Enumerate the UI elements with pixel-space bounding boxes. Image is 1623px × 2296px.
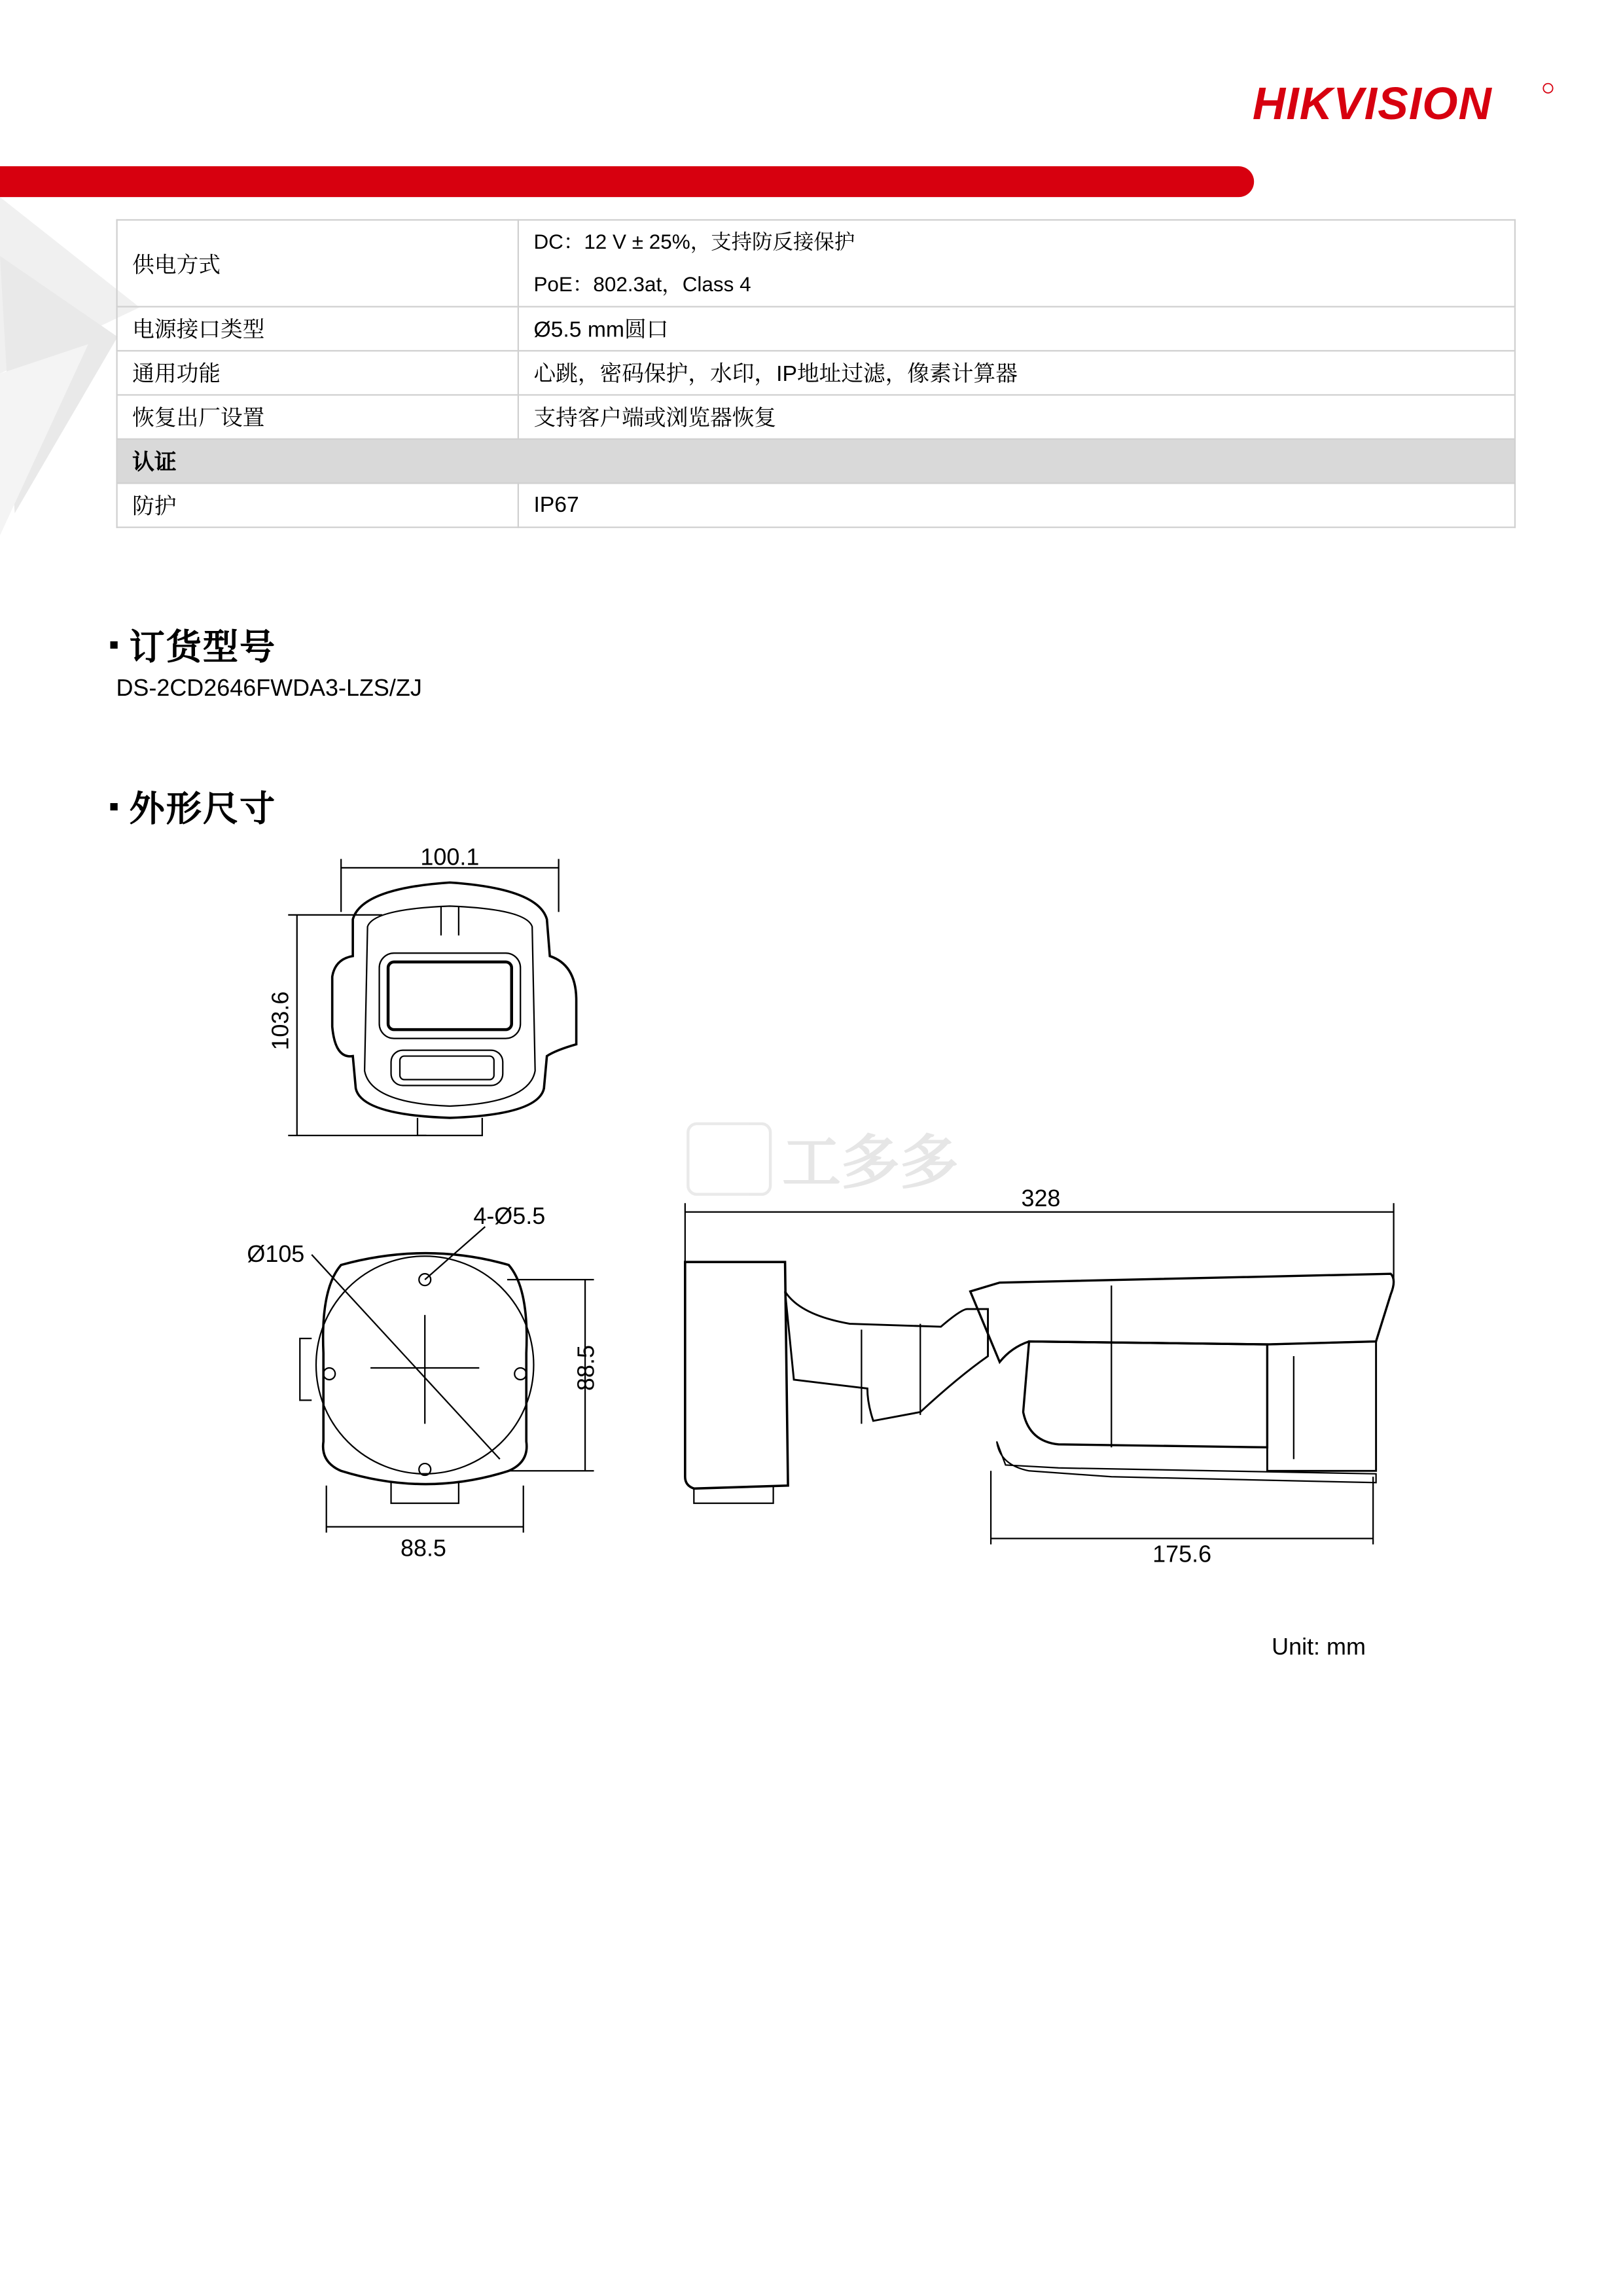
base-height-label: 88.5 bbox=[572, 1345, 599, 1391]
watermark-logo bbox=[688, 1124, 958, 1196]
base-diameter-label: Ø105 bbox=[247, 1240, 305, 1268]
spec-value: 心跳，密码保护，水印，IP地址过滤，像素计算器 bbox=[518, 351, 1515, 395]
table-row bbox=[117, 483, 1515, 527]
watermark-text: 工多多 bbox=[782, 1130, 959, 1196]
spec-value-line: DC：12 V ± 25%，支持防反接保护 bbox=[533, 229, 855, 253]
spec-value: Ø5.5 mm圆口 bbox=[518, 307, 1515, 351]
spec-value: 支持客户端或浏览器恢复 bbox=[518, 395, 1515, 439]
front-view-drawing bbox=[288, 859, 576, 1135]
spec-value-line: PoE：802.3at，Class 4 bbox=[533, 272, 751, 296]
side-view-drawing bbox=[685, 1203, 1394, 1544]
table-row bbox=[117, 351, 1515, 395]
table-row bbox=[117, 395, 1515, 439]
body-length-label: 175.6 bbox=[1152, 1540, 1212, 1568]
spec-value: IP67 bbox=[518, 483, 1515, 527]
unit-label: Unit: mm bbox=[1272, 1635, 1366, 1661]
spec-label: 通用功能 bbox=[117, 351, 518, 395]
spec-value bbox=[518, 220, 1515, 307]
front-height-label: 103.6 bbox=[266, 991, 294, 1050]
table-row bbox=[117, 220, 1515, 307]
hole-spec-label: 4-Ø5.5 bbox=[473, 1202, 546, 1229]
section-label: 认证 bbox=[117, 439, 1515, 483]
base-width-label: 88.5 bbox=[400, 1534, 446, 1562]
spec-label: 防护 bbox=[117, 483, 518, 527]
base-view-drawing bbox=[300, 1227, 594, 1532]
section-row bbox=[117, 439, 1515, 483]
ordering-heading: 订货型号 bbox=[110, 618, 276, 670]
spec-label: 恢复出厂设置 bbox=[117, 395, 518, 439]
header-red-bar bbox=[0, 166, 1254, 197]
bullet-icon bbox=[110, 803, 117, 810]
svg-text:HIKVISION: HIKVISION bbox=[1252, 78, 1492, 130]
hikvision-logo bbox=[1249, 73, 1558, 132]
bullet-icon bbox=[110, 641, 117, 649]
dimensions-heading: 外形尺寸 bbox=[110, 780, 276, 831]
front-width-label: 100.1 bbox=[420, 843, 480, 870]
dimension-drawing bbox=[235, 823, 1411, 1588]
spec-label: 供电方式 bbox=[117, 220, 518, 307]
spec-label: 电源接口类型 bbox=[117, 307, 518, 351]
model-number: DS-2CD2646FWDA3-LZS/ZJ bbox=[116, 676, 422, 702]
table-row bbox=[117, 307, 1515, 351]
total-length-label: 328 bbox=[1021, 1184, 1061, 1211]
spec-table bbox=[116, 219, 1516, 528]
